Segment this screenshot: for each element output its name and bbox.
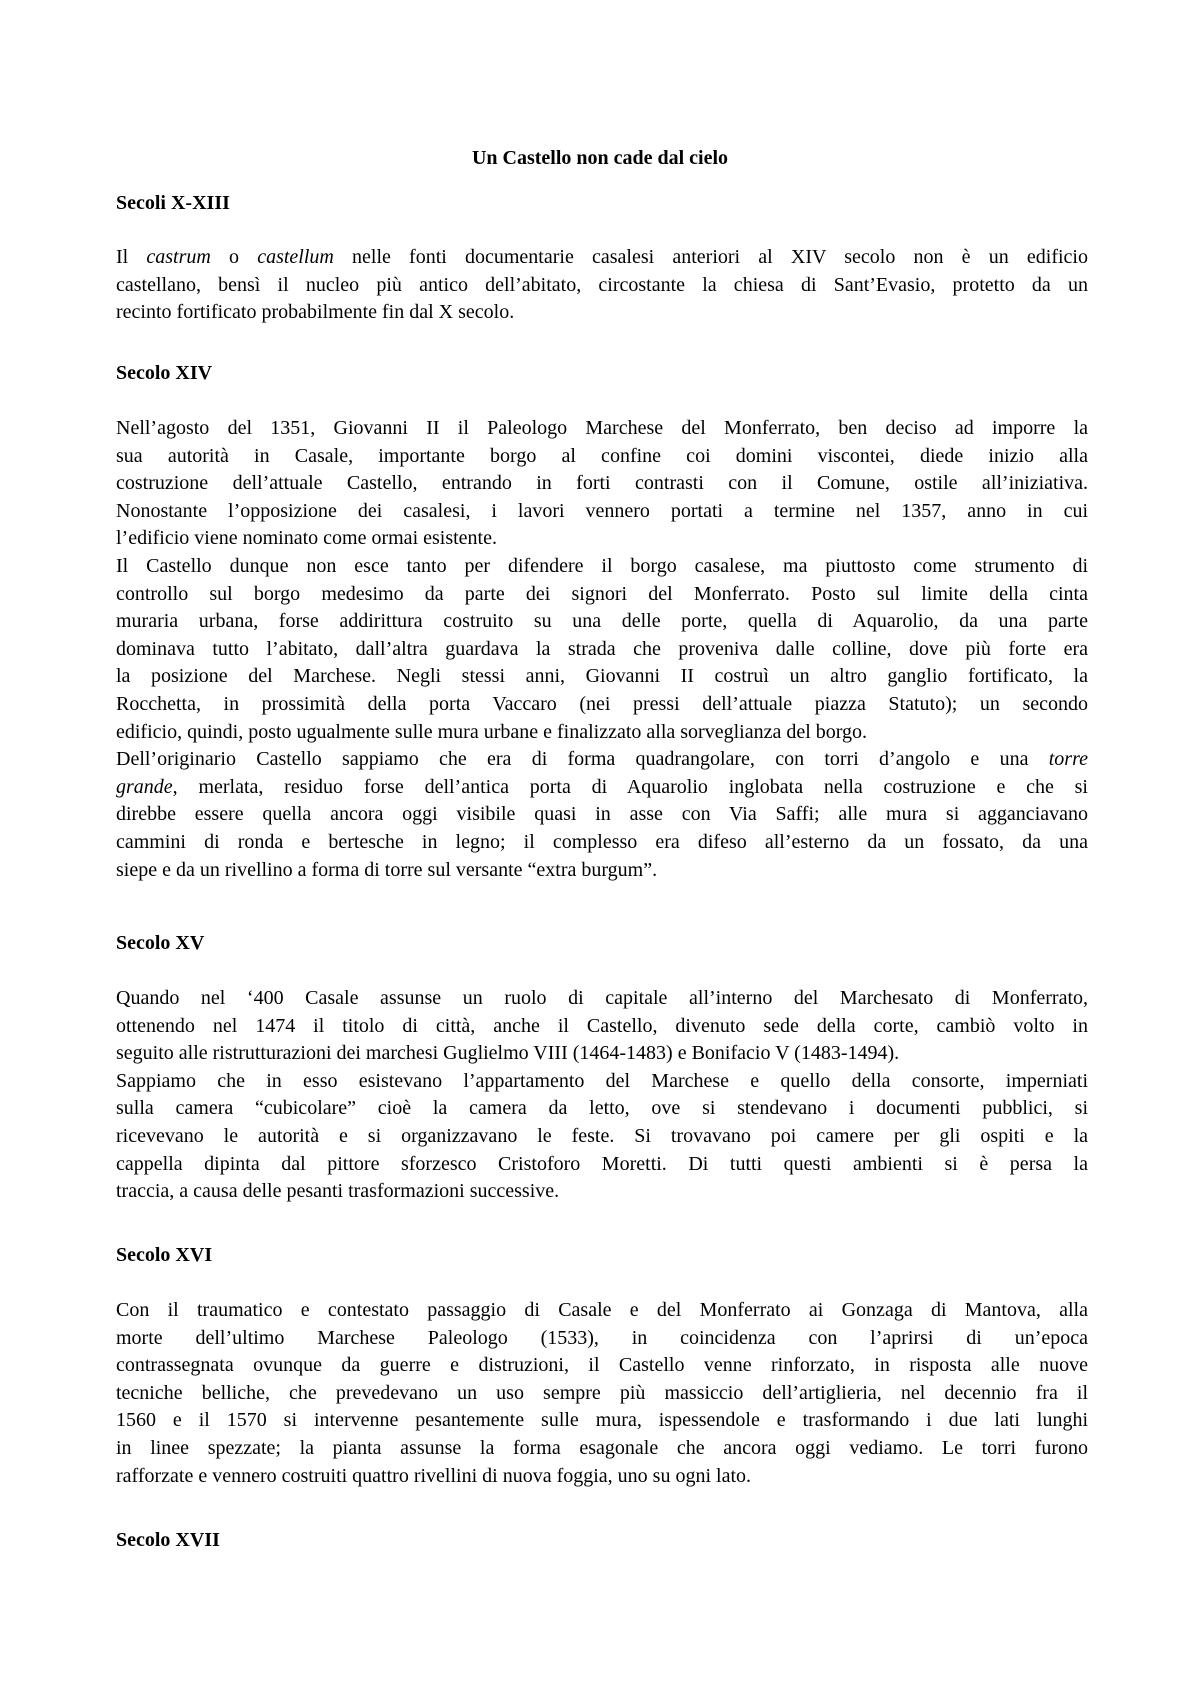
section-heading: Secolo XIV [116,362,213,384]
section-heading: Secoli X-XIII [116,192,230,214]
text-line: sua autorità in Casale, importante borgo al confine coi domini viscontei, diede inizio alla [116,444,1088,467]
text-line: traccia, a causa delle pesanti trasformazioni successive. [116,1180,560,1203]
text-line: tecniche belliche, che prevedevano un uso sempre più massiccio dell’artiglieria, nel decennio fra il [116,1381,1088,1404]
text-line: castellano, bensì il nucleo più antico dell’abitato, circostante la chiesa di Sant’Evasio, protetto da un [116,273,1088,296]
text-line: dominava tutto l’abitato, dall’altra guardava la strada che proveniva dalle colline, dove più forte era [116,637,1088,660]
text-line: la posizione del Marchese. Negli stessi anni, Giovanni II costruì un altro ganglio fortificato, la [116,665,1088,688]
text-line: Nell’agosto del 1351, Giovanni II il Paleologo Marchese del Monferrato, ben deciso ad imporre la [116,417,1088,439]
text-line: ricevevano le autorità e si organizzavano le feste. Si trovavano poi camere per gli ospiti e la [116,1124,1088,1147]
text-line: morte dell’ultimo Marchese Paleologo (1533), in coincidenza con l’aprirsi di un’epoca [116,1326,1088,1349]
text-line: sulla camera “cubicolare” cioè la camera da letto, ove si stendevano i documenti pubblici, si [116,1097,1088,1120]
text-line: ottenendo nel 1474 il titolo di città, anche il Castello, divenuto sede della corte, cambiò volto in [116,1014,1088,1037]
text-line: cappella dipinta dal pittore sforzesco Cristoforo Moretti. Di tutti questi ambienti si è persa la [116,1152,1088,1175]
text-line: grande, merlata, residuo forse dell’antica porta di Aquarolio inglobata nella costruzione e che si [116,775,1088,798]
text-line: muraria urbana, forse addirittura costruito su una delle porte, quella di Aquarolio, da una parte [116,610,1088,633]
text-line: 1560 e il 1570 si intervenne pesantemente sulle mura, ispessendole e trasformando i due lati lunghi [116,1409,1088,1432]
paragraph [116,244,1088,327]
text-line: direbbe essere quella ancora oggi visibile quasi in asse con Via Saffi; alle mura si agganciavano [116,803,1088,826]
text-line: recinto fortificato probabilmente fin dal X secolo. [116,301,515,324]
text-line: Il castrum o castellum nelle fonti documentarie casalesi anteriori al XIV secolo non è un edificio [116,246,1088,268]
text-line: in linee spezzate; la pianta assunse la forma esagonale che ancora oggi vediamo. Le torri furono [116,1436,1088,1459]
text-line: siepe e da un rivellino a forma di torre sul versante “extra burgum”. [116,858,658,881]
text-line: Dell’originario Castello sappiamo che era di forma quadrangolare, con torri d’angolo e una torre [116,748,1088,771]
document-title: Un Castello non cade dal cielo [471,147,729,169]
text-line: contrassegnata ovunque da guerre e distruzioni, il Castello venne rinforzato, in risposta alle nuove [116,1354,1088,1377]
paragraph [116,985,1088,1206]
text-line: Rocchetta, in prossimità della porta Vaccaro (nei pressi dell’attuale piazza Statuto); un secondo [116,692,1088,715]
text-line: Nonostante l’opposizione dei casalesi, i lavori vennero portati a termine nel 1357, anno in cui [116,499,1088,522]
text-line: rafforzate e vennero costruiti quattro rivellini di nuova foggia, uno su ogni lato. [116,1464,752,1487]
text-line: Sappiamo che in esso esistevano l’appartamento del Marchese e quello della consorte, imperniati [116,1069,1088,1092]
text-line: l’edificio viene nominato come ormai esistente. [116,527,497,550]
section-heading: Secolo XVI [116,1244,213,1266]
text-line: edificio, quindi, posto ugualmente sulle mura urbane e finalizzato alla sorveglianza del borgo. [116,720,868,743]
section-heading: Secolo XVII [116,1529,220,1551]
text-line: Con il traumatico e contestato passaggio di Casale e del Monferrato ai Gonzaga di Mantova, alla [116,1299,1088,1321]
text-line: cammini di ronda e bertesche in legno; il complesso era difeso all’esterno da un fossato, da una [116,830,1088,853]
text-line: controllo sul borgo medesimo da parte dei signori del Monferrato. Posto sul limite della cinta [116,582,1088,605]
text-line: costruzione dell’attuale Castello, entrando in forti contrasti con il Comune, ostile all’iniziativa. [116,472,1088,495]
section-heading: Secolo XV [116,932,205,954]
text-line: Quando nel ‘400 Casale assunse un ruolo di capitale all’interno del Marchesato di Monferrato, [116,987,1088,1009]
paragraph [116,415,1088,884]
text-line: seguito alle ristrutturazioni dei marchesi Guglielmo VIII (1464-1483) e Bonifacio V (1483-1494). [116,1042,900,1065]
text-line: Il Castello dunque non esce tanto per difendere il borgo casalese, ma piuttosto come strumento di [116,554,1088,577]
paragraph [116,1297,1088,1490]
